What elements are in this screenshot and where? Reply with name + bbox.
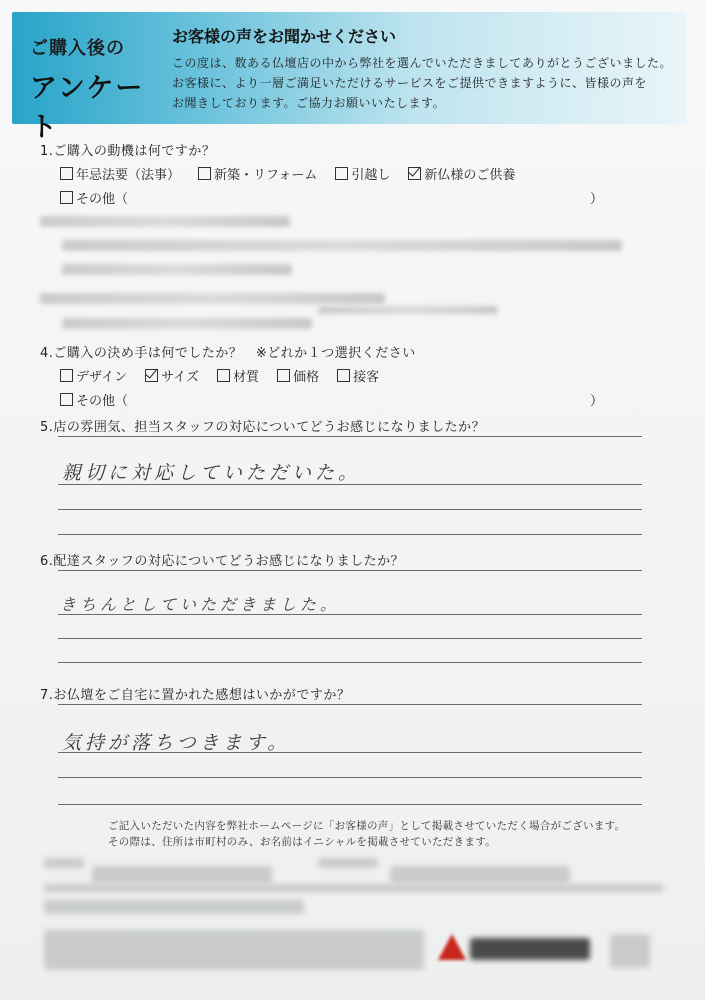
blurred-question-2	[40, 216, 290, 227]
blurred-address-label	[318, 858, 378, 868]
blurred-company-name	[470, 938, 590, 960]
blurred-name	[92, 866, 272, 884]
checkbox[interactable]	[198, 167, 211, 180]
question-7: 7.お仏壇をご自宅に置かれた感想はいかがですか？	[40, 688, 351, 703]
blurred-q2-options-2	[62, 264, 292, 275]
header-banner	[12, 12, 686, 143]
q6-handwritten-answer[interactable]: きちんとしていただきました。	[60, 595, 341, 614]
checkbox[interactable]	[277, 369, 290, 382]
q1-option-3[interactable]	[335, 164, 390, 183]
q4-option-4[interactable]	[277, 366, 319, 385]
banner-message	[172, 24, 672, 113]
banner-line-2: お客様に、より一層ご満足いただけるサービスをご提供できますように、皆様の声を	[172, 76, 648, 90]
banner-small-title: ご購入後の	[30, 38, 125, 59]
blurred-question-3	[40, 293, 385, 304]
blurred-stamp	[610, 934, 650, 968]
q1-option-1-label: 年忌法要（法事）	[76, 168, 181, 183]
q4-options	[60, 366, 379, 385]
q4-other-row	[60, 390, 128, 409]
blurred-contact	[44, 900, 304, 914]
q1-option-2-label: 新築・リフォーム	[214, 168, 318, 183]
checkbox[interactable]	[60, 369, 73, 382]
notice-line-2: その際は、住所は市町村のみ、お名前はイニシャルを掲載させていただきます。	[108, 836, 496, 848]
q4-other-label: その他（	[76, 394, 129, 409]
checkbox[interactable]	[60, 191, 73, 204]
checkbox[interactable]	[60, 167, 73, 180]
banner-big-title: アンケート	[30, 73, 145, 143]
notice-line-1: ご記入いただいた内容を弊社ホームページに「お客様の声」として掲載させていただく場合がございます。	[108, 820, 626, 832]
question-4: 4.ご購入の決め手は何でしたか？ ※どれか１つ選択ください	[40, 346, 416, 361]
checkbox[interactable]	[217, 369, 230, 382]
q4-option-1-label: デザイン	[76, 370, 128, 385]
q4-option-3-label: 材質	[233, 370, 260, 385]
q1-option-4[interactable]	[408, 164, 515, 183]
answer-line	[58, 704, 642, 705]
q4-other[interactable]	[60, 390, 128, 409]
question-6: 6.配達スタッフの対応についてどうお感じになりましたか？	[40, 554, 405, 569]
banner-line-1: この度は、数ある仏壇店の中から弊社を選んでいただきましてありがとうございました。	[172, 56, 673, 70]
q4-option-1[interactable]	[60, 366, 127, 385]
answer-line	[58, 638, 642, 639]
q1-other-label: その他（	[76, 192, 129, 207]
q1-other[interactable]	[60, 188, 128, 207]
checkbox[interactable]	[335, 167, 348, 180]
q1-other-row	[60, 188, 128, 207]
q1-option-3-label: 引越し	[351, 168, 391, 183]
answer-line	[58, 777, 642, 778]
banner-title-block	[30, 34, 170, 144]
q7-handwritten-answer[interactable]: 気持が落ちつきます。	[62, 732, 291, 754]
blurred-underline	[44, 884, 664, 892]
banner-line-3: お聞きしております。ご協力お願いいたします。	[172, 96, 446, 110]
q4-option-3[interactable]	[217, 366, 259, 385]
q4-option-4-label: 価格	[293, 370, 320, 385]
answer-line	[58, 509, 642, 510]
q1-option-4-label: 新仏様のご供養	[424, 168, 516, 183]
blurred-address	[390, 866, 570, 884]
checkbox-checked[interactable]	[145, 369, 158, 382]
blurred-q3-options	[62, 318, 312, 329]
question-5: 5.店の雰囲気、担当スタッフの対応についてどうお感じになりましたか？	[40, 420, 486, 435]
answer-line	[58, 570, 642, 571]
answer-line	[58, 436, 642, 437]
blurred-store-info	[44, 930, 424, 970]
checkbox-checked[interactable]	[408, 167, 421, 180]
company-logo-icon	[438, 934, 466, 960]
question-1: 1.ご購入の動機は何ですか？	[40, 144, 216, 159]
q4-other-close: ）	[590, 394, 604, 409]
q4-option-5[interactable]	[337, 366, 379, 385]
q1-option-2[interactable]	[198, 164, 317, 183]
blurred-q3-note	[318, 306, 498, 314]
q4-option-5-label: 接客	[353, 370, 380, 385]
banner-heading: お客様の声をお聞かせください	[172, 27, 397, 46]
checkbox[interactable]	[60, 393, 73, 406]
answer-line	[58, 662, 642, 663]
q5-handwritten-answer[interactable]: 親切に対応していただいた。	[62, 462, 362, 484]
q1-options	[60, 164, 515, 183]
q1-other-close: ）	[590, 192, 604, 207]
checkbox[interactable]	[337, 369, 350, 382]
q4-option-2-label: サイズ	[161, 370, 200, 385]
blurred-q2-options-1	[62, 240, 622, 251]
blurred-name-label	[44, 858, 84, 868]
answer-line	[58, 534, 642, 535]
answer-line	[58, 804, 642, 805]
q1-option-1[interactable]	[60, 164, 180, 183]
q4-option-2[interactable]	[145, 366, 199, 385]
